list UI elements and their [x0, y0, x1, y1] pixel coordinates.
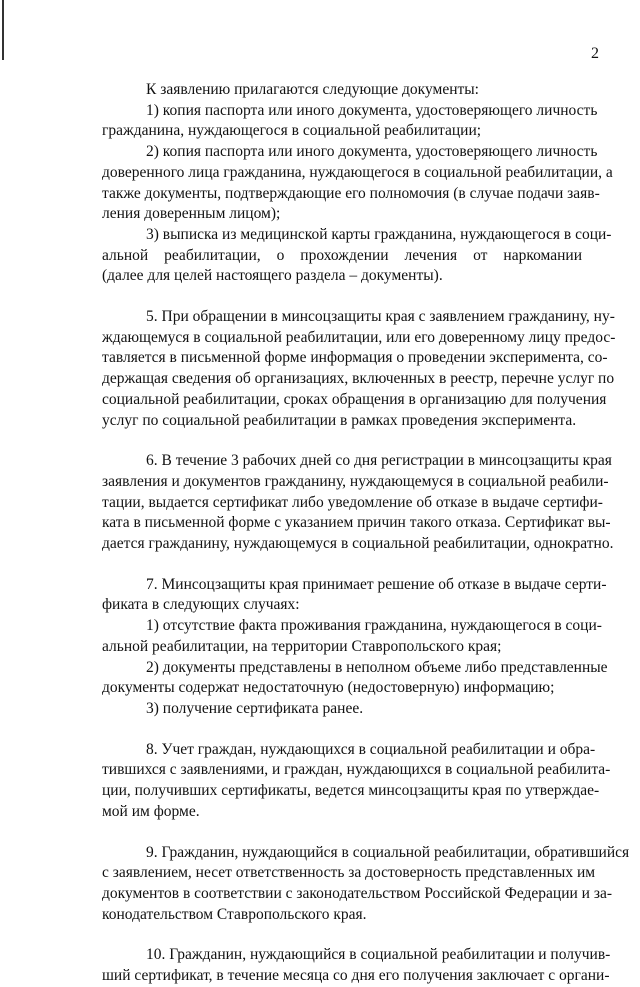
paragraph	[102, 945, 611, 986]
text-line: социальной реабилитации, сроках обращения в организацию для получения	[102, 390, 607, 408]
text-line: 10. Гражданин, нуждающийся в социальной реабилитации и получив-	[146, 946, 611, 964]
document-body	[102, 80, 630, 987]
text-line: 2) копия паспорта или иного документа, удостоверяющего личность	[146, 143, 598, 161]
text-line: заявления и документов гражданину, нуждающемуся в социальной реабили-	[102, 472, 609, 490]
text-line: 6. В течение 3 рабочих дней со дня регистрации в минсоцзащиты края	[146, 452, 612, 470]
paragraph	[102, 80, 582, 101]
page-number: 2	[591, 45, 599, 62]
paragraph	[102, 658, 608, 699]
paragraph	[102, 575, 607, 616]
text-line: доверенного лица гражданина, нуждающегося в социальной реабилитации, а	[102, 163, 613, 181]
paragraph	[102, 451, 614, 555]
text-line: тавляется в письменной форме информация о проведении эксперимента, со-	[102, 349, 608, 367]
text-line: ката в письменной форме с указанием причин такого отказа. Сертификат вы-	[102, 514, 611, 532]
text-line: ший сертификат, в течение месяца со дня его получения заключает с органи-	[102, 967, 610, 985]
text-line: 1) отсутствие факта проживания гражданина, нуждающегося в соци-	[146, 617, 602, 635]
scan-edge-mark	[2, 0, 4, 60]
paragraph	[102, 843, 630, 926]
text-line: также документы, подтверждающие его полномочия (в случае подачи заяв-	[102, 184, 600, 202]
text-line: 5. При обращении в минсоцзащиты края с заявлением гражданину, ну-	[146, 308, 615, 326]
text-line: фиката в следующих случаях:	[102, 596, 300, 614]
text-line: ции, получивших сертификаты, ведется минсоцзащиты края по утверждае-	[102, 782, 600, 800]
text-line: дается гражданину, нуждающемуся в социальной реабилитации, однократно.	[102, 535, 614, 553]
paragraph	[102, 142, 613, 225]
text-line: держащая сведения об организациях, включенных в реестр, перечне услуг по	[102, 370, 615, 388]
text-line: гражданина, нуждающегося в социальной реабилитации;	[102, 122, 482, 140]
text-line: альной реабилитации, на территории Ставропольского края;	[102, 637, 502, 655]
text-line: 1) копия паспорта или иного документа, удостоверяющего личность	[146, 101, 598, 119]
text-line: с заявлением, несет ответственность за достоверность представленных им	[102, 864, 596, 882]
text-line: ждающемуся в социальной реабилитации, или его доверенному лицу предос-	[102, 328, 616, 346]
text-line: 8. Учет граждан, нуждающихся в социальной реабилитации и обра-	[146, 740, 596, 758]
text-line: мой им форме.	[102, 802, 200, 820]
text-line: (далее для целей настоящего раздела – документы).	[102, 267, 443, 285]
text-line: 9. Гражданин, нуждающийся в социальной реабилитации, обратившийся	[146, 843, 630, 861]
paragraph	[102, 699, 582, 720]
text-line: 3) получение сертификата ранее.	[146, 699, 364, 717]
text-line: альной реабилитации, о прохождении лечения от наркомании	[102, 246, 582, 264]
paragraph	[102, 225, 612, 287]
text-line: 2) документы представлены в неполном объеме либо представленные	[146, 658, 608, 676]
text-line: 7. Минсоцзащиты края принимает решение об отказе в выдаче серти-	[146, 575, 607, 593]
text-line: ления доверенным лицом);	[102, 205, 281, 223]
text-line: 3) выписка из медицинской карты гражданина, нуждающегося в соци-	[146, 225, 612, 243]
paragraph	[102, 616, 602, 657]
text-line: тившихся с заявлениями, и граждан, нуждающихся в социальной реабилита-	[102, 761, 611, 779]
text-line: тации, выдается сертификат либо уведомление об отказе в выдаче сертифи-	[102, 493, 603, 511]
paragraph	[102, 101, 598, 142]
text-line: документов в соответствии с законодательством Российской Федерации и за-	[102, 884, 612, 902]
paragraph	[102, 307, 616, 431]
text-line: конодательством Ставропольского края.	[102, 905, 367, 923]
paragraph	[102, 740, 611, 823]
text-line: документы содержат недостаточную (недостоверную) информацию;	[102, 679, 555, 697]
text-line: К заявлению прилагаются следующие документы:	[146, 81, 479, 98]
text-line: услуг по социальной реабилитации в рамках проведения эксперимента.	[102, 411, 577, 429]
